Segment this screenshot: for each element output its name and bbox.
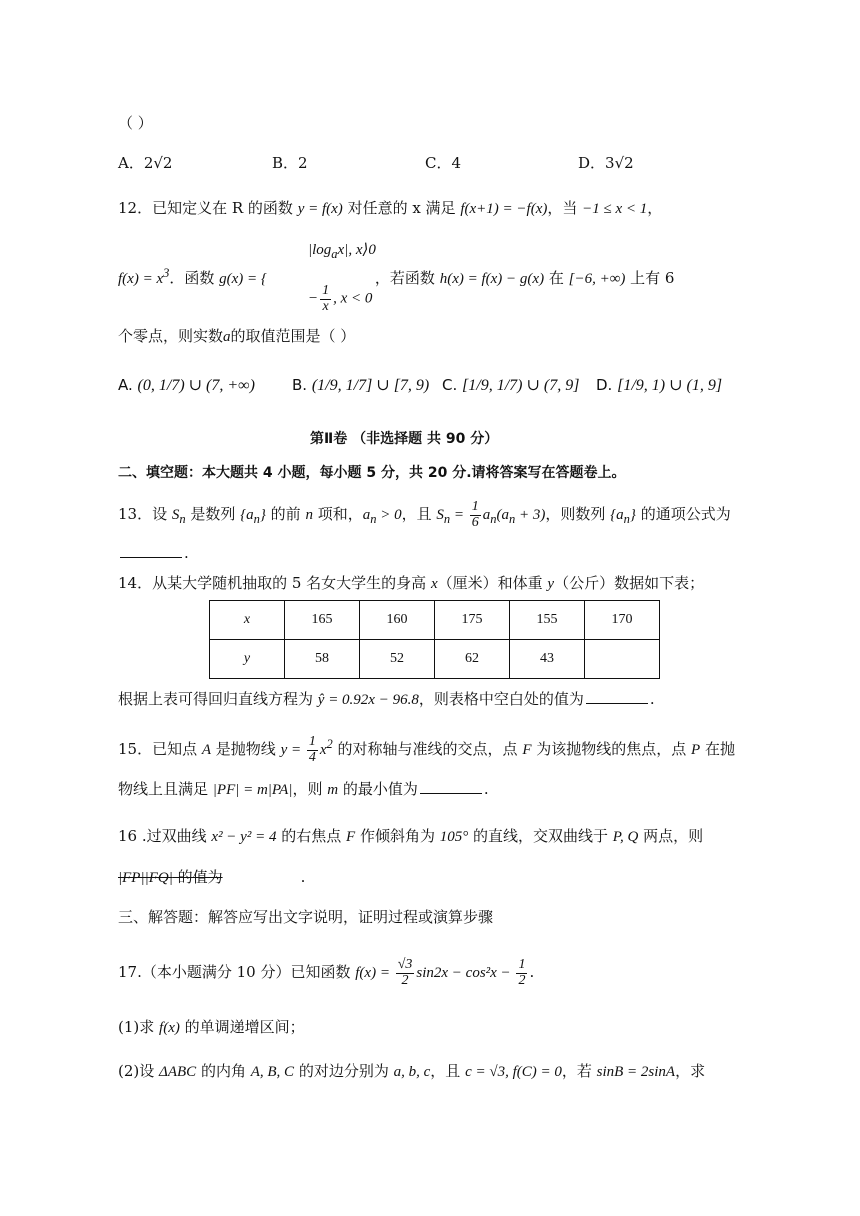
table-cell: 43 [510,640,585,679]
q12-text: ，当 [547,199,583,217]
piece-frac: $\frac{1}{x}$ [322,283,330,314]
q12-choice-c [442,375,579,395]
table-row [210,601,660,640]
table-cell: x [210,601,285,640]
section3-header: 三、解答题：解答应写出文字说明，证明过程或演算步骤 [118,908,494,926]
q12-text: 在 [544,269,569,287]
q12-math: g(x) = { [219,271,267,287]
table-cell: 58 [285,640,360,679]
q13-line1: 13．设 $S_n$ 是数列 $\{a_n\}$ 的前 n 项和，$a_n > 0$，且 $S_n$ = $\frac{1}{6}$ $a_n(a_n + 3)$，则数列 $\{a_n\}$ 的通项公式为 [118,499,731,530]
table-cell [585,640,660,679]
table-row [210,640,660,679]
q12-text: ．函数 [169,269,220,287]
q12-text: 对任意的 x 满足 [342,199,461,217]
table-cell: 160 [360,601,435,640]
q12-piece-top [308,240,376,262]
choice-text: (1/9, 1/7] ∪ [7, 9) [311,377,430,394]
q14-line2: 根据上表可得回归直线方程为 ŷ = 0.92x − 96.8，则表格中空白处的值为 . [118,690,655,708]
q12-text: 个零点，则实数 [118,327,224,345]
q14-blank[interactable] [586,702,648,704]
q12-math: y = f(x) [297,201,343,217]
table-cell: 52 [360,640,435,679]
q12-text: 的取值范围是（ ） [230,327,356,345]
table-cell: 155 [510,601,585,640]
q12-line2 [118,266,674,288]
q16-line1: 16 .过双曲线 x² − y² = 4 的右焦点 F 作倾斜角为 105° 的直线，交双曲线于 P, Q 两点，则 [118,827,704,845]
choice-label: D. [596,376,613,394]
table-cell: 165 [285,601,360,640]
q11-choice-d: D．3√2 [578,154,634,172]
q12-math: −1 ≤ x < 1 [582,201,648,217]
q12-text: ，若函数 [374,269,440,287]
q17-line1: 17.（本小题满分 10 分）已知函数 f(x) = $\frac{√3}{2}$ sin2x − cos²x − $\frac{1}{2}$ . [118,957,535,988]
q12-text: 上有 6 [625,269,675,287]
q17-part1: (1)求 f(x) 的单调递增区间； [118,1018,305,1036]
q12-sup: 3 [163,266,170,280]
answer-paren: （ ） [118,114,153,132]
q13-answer-line: . [118,544,189,562]
q12-math: [−6, +∞) [568,271,626,287]
q12-math: a [223,329,231,345]
q13-frac: $\frac{1}{6}$ [471,499,479,530]
piece-text: , x < 0 [333,290,373,307]
q12-choice-d [596,375,722,395]
choice-label: A. [118,376,133,394]
choice-label: C. [442,376,458,394]
choice-label: B. [292,376,308,394]
q17-frac1: $\frac{√3}{2}$ [397,957,413,988]
q13-blank[interactable] [120,556,182,558]
fill-header: 二、填空题：本大题共 4 小题，每小题 5 分，共 20 分.请将答案写在答题卷上。 [118,465,626,481]
section2-title: 第Ⅱ卷 （非选择题 共 90 分） [310,431,499,447]
q12-line1 [118,197,662,218]
q12-math: f(x) = x [118,271,164,287]
q17-frac2: $\frac{1}{2}$ [518,957,526,988]
q15-line1: 15．已知点 A 是抛物线 y = $\frac{1}{4}$ $x^2$ 的对称轴与准线的交点，点 F 为该抛物线的焦点，点 P 在抛 [118,734,735,765]
q11-choice-a: A．2√2 [118,154,173,172]
piece-text: |log [308,242,332,258]
q15-blank[interactable] [420,792,482,794]
q15-line2: 物线上且满足 |PF| = m|PA|，则 m 的最小值为 . [118,780,489,798]
choice-text: (0, 1/7) ∪ (7, +∞) [137,377,255,394]
q17-part2: (2)设 ΔABC 的内角 A, B, C 的对边分别为 a, b, c，且 c = √3, f(C) = 0，若 sinB = 2sinA，求 [118,1062,706,1080]
q12-piece-bottom: − $\frac{1}{x}$ , x < 0 [308,283,373,314]
q16-line2: |FP||FQ| 的值为 . [118,868,306,886]
choice-text: [1/9, 1/7) ∪ (7, 9] [462,377,580,394]
q15-frac: $\frac{1}{4}$ [308,734,316,765]
q11-choice-b: B．2 [272,154,308,172]
q14-data-table [209,600,660,679]
q12-text: 12．已知定义在 R 的函数 [118,199,298,217]
q12-line3 [118,325,355,346]
q12-math: h(x) = f(x) − g(x) [439,271,545,287]
q14-line1: 14．从某大学随机抽取的 5 名女大学生的身高 x（厘米）和体重 y（公斤）数据如下表； [118,574,705,592]
table-cell: 175 [435,601,510,640]
q12-math: f(x+1) = −f(x) [460,201,548,217]
q11-choice-c: C．4 [425,154,462,172]
q12-text: ， [647,199,663,217]
table-cell: y [210,640,285,679]
q12-choice-b [292,375,429,395]
q12-choice-a [118,375,255,395]
table-cell: 62 [435,640,510,679]
piece-sub: a [331,247,338,261]
piece-text: x|, x⟩0 [337,242,376,258]
table-cell: 170 [585,601,660,640]
choice-text: [1/9, 1) ∪ (1, 9] [617,377,723,394]
